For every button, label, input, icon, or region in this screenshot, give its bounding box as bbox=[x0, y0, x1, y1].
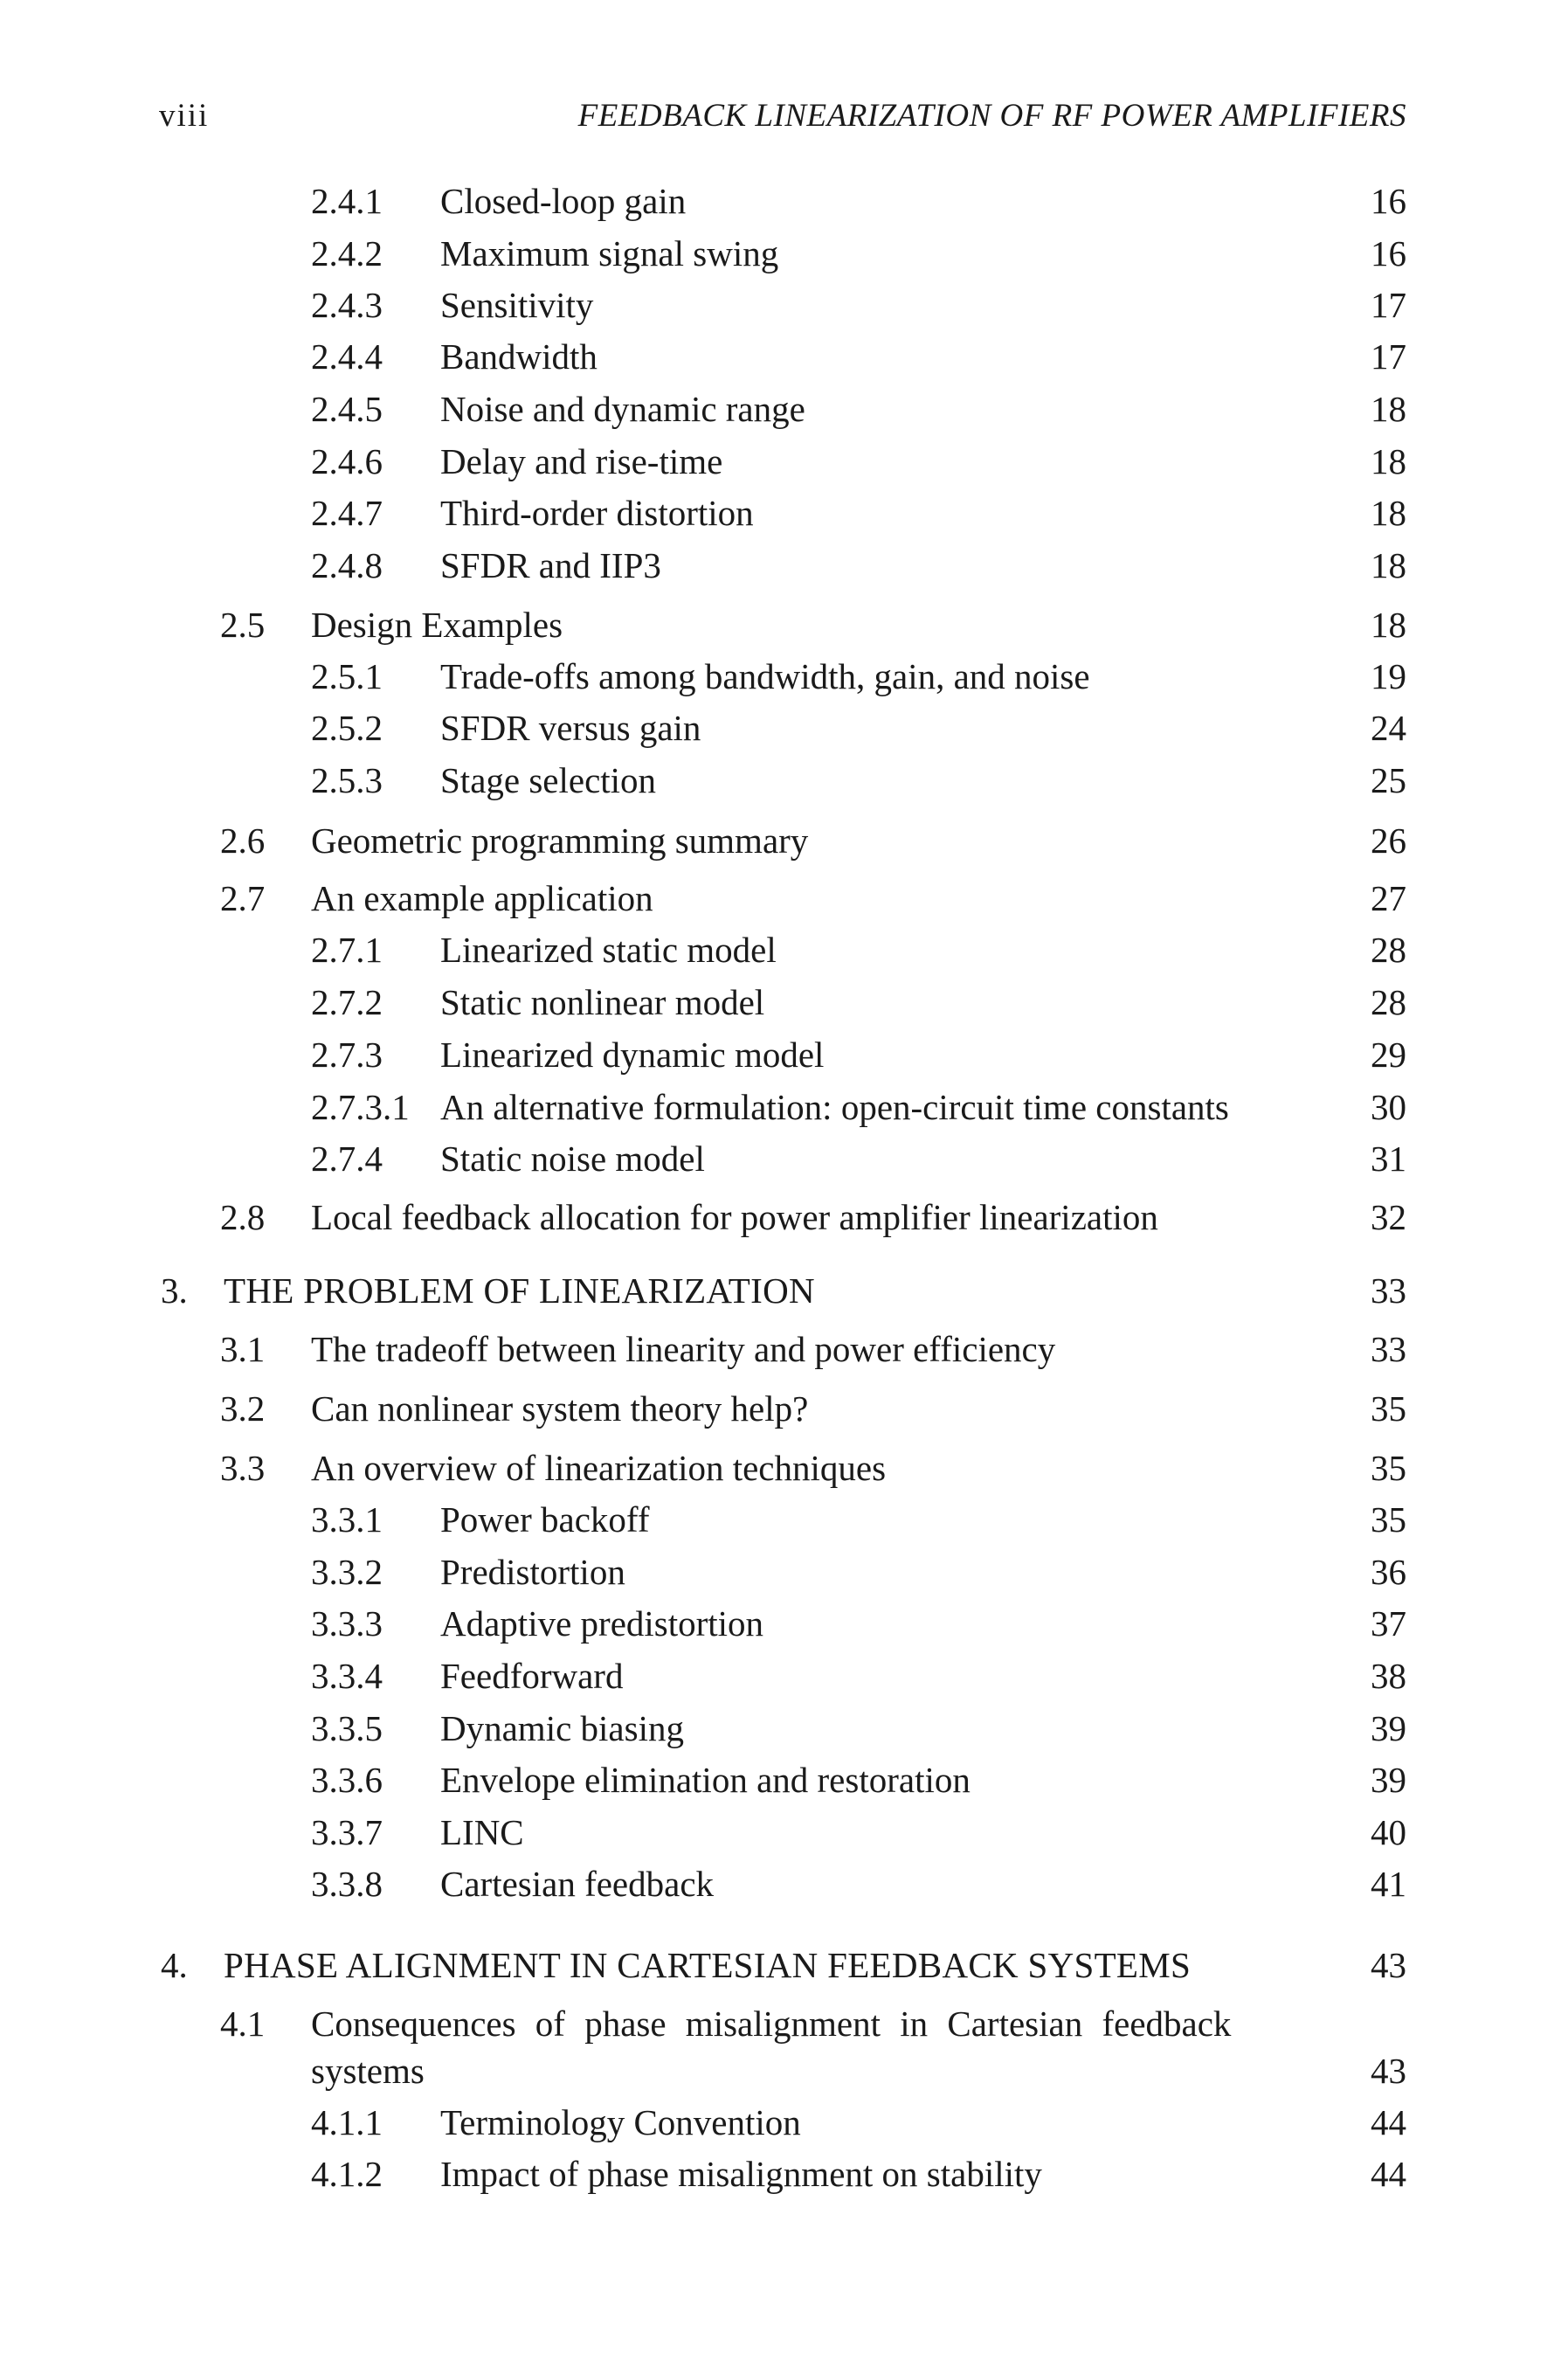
toc-entry-page: 36 bbox=[1371, 1552, 1406, 1592]
book-title: FEEDBACK LINEARIZATION OF RF POWER AMPLIFIERS bbox=[577, 98, 1406, 134]
toc-entry bbox=[311, 1705, 1406, 1752]
toc-entry-number: 2.5 bbox=[220, 605, 266, 645]
toc-entry-page: 28 bbox=[1371, 930, 1406, 970]
toc-entry-title: Cartesian feedback bbox=[440, 1864, 715, 1904]
toc-entry-page: 18 bbox=[1371, 441, 1406, 481]
toc-entry-number: 4.1.2 bbox=[311, 2154, 383, 2194]
toc-chapter-entry bbox=[161, 1267, 1406, 1314]
toc-entry-page: 37 bbox=[1371, 1603, 1406, 1644]
toc-entry bbox=[311, 704, 1406, 751]
toc-entry bbox=[311, 542, 1406, 589]
toc-entry-number: 3.3.1 bbox=[311, 1499, 383, 1540]
toc-entry-title: An alternative formulation: open-circuit time constants bbox=[440, 1087, 1229, 1127]
toc-chapter-number: 3. bbox=[161, 1270, 188, 1311]
toc-entry-number: 4.1.1 bbox=[311, 2102, 383, 2142]
toc-entry-title: SFDR and IIP3 bbox=[440, 545, 661, 585]
toc-entry bbox=[311, 230, 1406, 277]
toc-entry-page: 41 bbox=[1371, 1864, 1406, 1904]
toc-entry bbox=[311, 926, 1406, 973]
toc-entry bbox=[311, 979, 1406, 1026]
toc-entry bbox=[311, 1135, 1406, 1182]
toc-entry-title: Geometric programming summary bbox=[311, 820, 809, 861]
toc-entry-continuation bbox=[220, 2047, 1406, 2094]
toc-entry-page: 33 bbox=[1371, 1329, 1406, 1369]
toc-entry bbox=[220, 875, 1406, 922]
toc-entry-title: Predistortion bbox=[440, 1552, 625, 1592]
toc-entry-page: 28 bbox=[1371, 982, 1406, 1022]
toc-entry-title: Bandwidth bbox=[440, 336, 597, 377]
toc-entry-title: An example application bbox=[311, 878, 653, 918]
toc-entry bbox=[311, 1600, 1406, 1647]
toc-entry-number: 3.3.7 bbox=[311, 1812, 383, 1852]
toc-entry-title: Adaptive predistortion bbox=[440, 1603, 764, 1644]
toc-entry-title: Closed-loop gain bbox=[440, 181, 687, 221]
toc-entry-page: 18 bbox=[1371, 493, 1406, 533]
toc-entry-number: 3.3.5 bbox=[311, 1708, 383, 1748]
toc-entry-title: Delay and rise-time bbox=[440, 441, 723, 481]
toc-entry-title: Stage selection bbox=[440, 760, 657, 800]
toc-entry-page: 18 bbox=[1371, 389, 1406, 429]
toc-entry-page: 35 bbox=[1371, 1388, 1406, 1429]
toc-entry-page: 17 bbox=[1371, 336, 1406, 377]
toc-entry-page: 18 bbox=[1371, 545, 1406, 585]
toc-entry bbox=[311, 177, 1406, 225]
toc-entry-page: 43 bbox=[1371, 2051, 1406, 2091]
toc-entry-number: 2.7.4 bbox=[311, 1138, 383, 1179]
toc-entry-page: 38 bbox=[1371, 1656, 1406, 1696]
toc-entry-page: 30 bbox=[1371, 1087, 1406, 1127]
page-folio: viii bbox=[159, 98, 210, 134]
toc-entry-number: 2.4.2 bbox=[311, 233, 383, 273]
toc-entry-page: 32 bbox=[1371, 1197, 1406, 1237]
toc-entry-number: 4.1 bbox=[220, 2004, 266, 2044]
toc-entry-number: 3.1 bbox=[220, 1329, 266, 1369]
toc-entry bbox=[220, 2000, 1406, 2047]
toc-entry-page: 17 bbox=[1371, 285, 1406, 325]
toc-entry bbox=[220, 1325, 1406, 1373]
toc-entry bbox=[311, 333, 1406, 380]
toc-entry-title: Envelope elimination and restoration bbox=[440, 1760, 971, 1800]
toc-entry bbox=[311, 2099, 1406, 2146]
toc-entry bbox=[311, 489, 1406, 536]
toc-entry bbox=[311, 1860, 1406, 1907]
toc-entry bbox=[220, 1444, 1406, 1491]
toc-entry-title: Sensitivity bbox=[440, 285, 594, 325]
toc-entry bbox=[311, 757, 1406, 804]
toc-entry-number: 3.3.4 bbox=[311, 1656, 383, 1696]
toc-entry-title: Local feedback allocation for power amplifier linearization bbox=[311, 1197, 1158, 1237]
toc-entry-title: Terminology Convention bbox=[440, 2102, 801, 2142]
toc-entry-title: Linearized dynamic model bbox=[440, 1035, 825, 1075]
toc-entry-page: 39 bbox=[1371, 1708, 1406, 1748]
toc-entry-page: 25 bbox=[1371, 760, 1406, 800]
toc-entry-title: Power backoff bbox=[440, 1499, 650, 1540]
toc-entry-title: Static nonlinear model bbox=[440, 982, 765, 1022]
toc-entry-number: 2.4.5 bbox=[311, 389, 383, 429]
toc-entry-number: 2.5.3 bbox=[311, 760, 383, 800]
toc-entry-title: Third-order distortion bbox=[440, 493, 754, 533]
toc-entry bbox=[311, 653, 1406, 700]
toc-chapter-number: 4. bbox=[161, 1945, 188, 1985]
toc-entry-number: 2.4.8 bbox=[311, 545, 383, 585]
toc-entry-title: Design Examples bbox=[311, 605, 563, 645]
toc-entry-page: 16 bbox=[1371, 181, 1406, 221]
toc-entry-number: 3.3.6 bbox=[311, 1760, 383, 1800]
toc-entry-page: 44 bbox=[1371, 2102, 1406, 2142]
toc-entry bbox=[311, 438, 1406, 485]
toc-chapter-title: THE PROBLEM OF LINEARIZATION bbox=[224, 1270, 815, 1311]
toc-entry-page: 35 bbox=[1371, 1499, 1406, 1540]
toc-entry bbox=[311, 1756, 1406, 1803]
toc-entry-number: 2.4.7 bbox=[311, 493, 383, 533]
toc-entry-number: 2.4.3 bbox=[311, 285, 383, 325]
toc-entry-page: 31 bbox=[1371, 1138, 1406, 1179]
toc-entry-page: 26 bbox=[1371, 820, 1406, 861]
toc-entry bbox=[311, 1496, 1406, 1543]
toc-entry-page: 33 bbox=[1371, 1270, 1406, 1311]
toc-entry-number: 2.4.4 bbox=[311, 336, 383, 377]
toc-entry-title: The tradeoff between linearity and power efficiency bbox=[311, 1329, 1056, 1369]
toc-entry-title: Dynamic biasing bbox=[440, 1708, 684, 1748]
toc-entry-page: 27 bbox=[1371, 878, 1406, 918]
toc-entry bbox=[311, 1809, 1406, 1856]
toc-entry-number: 2.4.6 bbox=[311, 441, 383, 481]
toc-entry-number: 2.7.3 bbox=[311, 1035, 383, 1075]
toc-entry bbox=[311, 1652, 1406, 1699]
toc-entry-title: Consequences of phase misalignment in Cartesian feedback bbox=[311, 2004, 1232, 2044]
toc-entry-title: Feedforward bbox=[440, 1656, 624, 1696]
toc-entry bbox=[220, 601, 1406, 648]
toc-entry bbox=[220, 1194, 1406, 1241]
toc-entry-number: 2.7.3.1 bbox=[311, 1087, 410, 1127]
toc-entry-number: 2.6 bbox=[220, 820, 266, 861]
toc-entry-title: Maximum signal swing bbox=[440, 233, 779, 273]
toc-entry-title: Trade-offs among bandwidth, gain, and noise bbox=[440, 656, 1090, 696]
toc-entry-number: 3.3.8 bbox=[311, 1864, 383, 1904]
toc-entry-page: 44 bbox=[1371, 2154, 1406, 2194]
toc-entry-title: Static noise model bbox=[440, 1138, 705, 1179]
toc-chapter-title: PHASE ALIGNMENT IN CARTESIAN FEEDBACK SYSTEMS bbox=[224, 1945, 1192, 1985]
toc-entry-number: 3.3.2 bbox=[311, 1552, 383, 1592]
toc-entry-page: 24 bbox=[1371, 708, 1406, 748]
toc-entry bbox=[220, 1385, 1406, 1432]
toc-entry-title: An overview of linearization techniques bbox=[311, 1448, 887, 1488]
toc-entry-number: 2.7.2 bbox=[311, 982, 383, 1022]
toc-entry-number: 2.8 bbox=[220, 1197, 266, 1237]
toc-entry bbox=[220, 817, 1406, 864]
toc-entry-page: 19 bbox=[1371, 656, 1406, 696]
toc-entry-page: 43 bbox=[1371, 1945, 1406, 1985]
toc-entry-number: 3.2 bbox=[220, 1388, 266, 1429]
toc-entry-title: Can nonlinear system theory help? bbox=[311, 1388, 809, 1429]
toc-entry-title: LINC bbox=[440, 1812, 524, 1852]
toc-entry-page: 18 bbox=[1371, 605, 1406, 645]
toc-entry-title: systems bbox=[311, 2051, 425, 2091]
toc-chapter-entry bbox=[161, 1941, 1406, 1989]
toc-entry-page: 39 bbox=[1371, 1760, 1406, 1800]
toc-entry-number: 2.4.1 bbox=[311, 181, 383, 221]
toc-entry-number: 2.5.2 bbox=[311, 708, 383, 748]
toc-entry-page: 16 bbox=[1371, 233, 1406, 273]
toc-entry-page: 40 bbox=[1371, 1812, 1406, 1852]
toc-entry-title: Impact of phase misalignment on stability bbox=[440, 2154, 1042, 2194]
toc-entry bbox=[311, 2150, 1406, 2197]
toc-entry bbox=[311, 1031, 1406, 1078]
toc-entry-number: 2.7 bbox=[220, 878, 266, 918]
toc-entry-title: Linearized static model bbox=[440, 930, 777, 970]
toc-entry-number: 2.5.1 bbox=[311, 656, 383, 696]
toc-entry bbox=[311, 281, 1406, 329]
toc-entry-title: SFDR versus gain bbox=[440, 708, 701, 748]
toc-entry bbox=[311, 1548, 1406, 1595]
toc-entry-page: 35 bbox=[1371, 1448, 1406, 1488]
toc-entry-title: Noise and dynamic range bbox=[440, 389, 805, 429]
toc-entry-page: 29 bbox=[1371, 1035, 1406, 1075]
toc-entry-number: 2.7.1 bbox=[311, 930, 383, 970]
toc-entry-number: 3.3 bbox=[220, 1448, 266, 1488]
toc-entry bbox=[311, 1083, 1406, 1131]
toc-entry-number: 3.3.3 bbox=[311, 1603, 383, 1644]
toc-entry bbox=[311, 385, 1406, 433]
